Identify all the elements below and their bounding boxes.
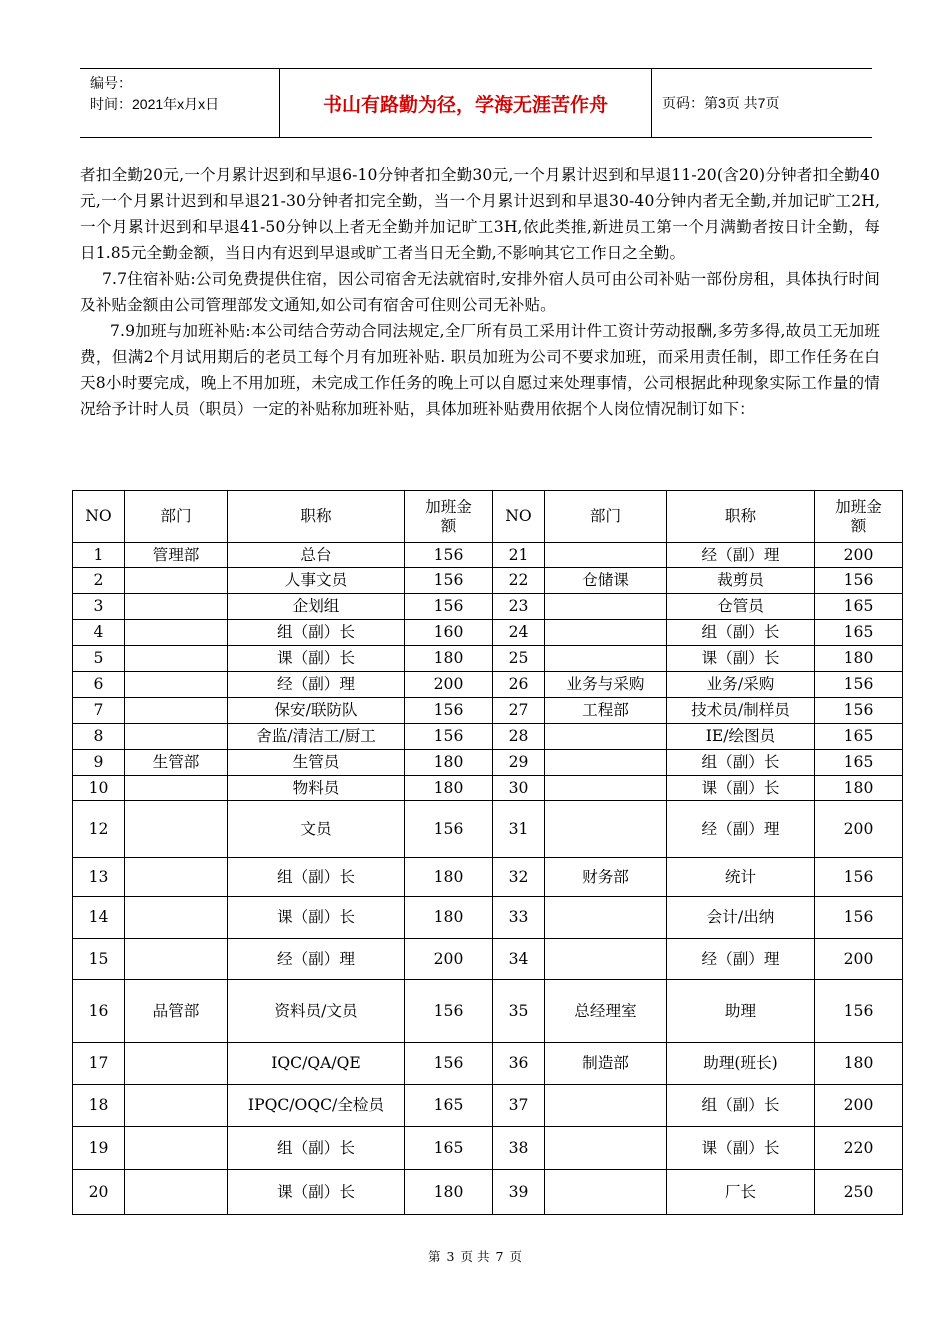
row-title-2: 课（副）长 <box>667 646 815 672</box>
row-no: 18 <box>73 1085 125 1127</box>
header-no-2: NO <box>493 491 545 543</box>
row-amount: 156 <box>405 543 493 568</box>
row-dept <box>125 698 228 724</box>
row-dept <box>125 646 228 672</box>
table-row <box>73 698 903 724</box>
row-title: IPQC/OQC/全检员 <box>228 1085 405 1127</box>
row-dept <box>125 594 228 620</box>
table-header-row <box>73 491 903 543</box>
row-amount: 156 <box>405 1043 493 1085</box>
table-row <box>73 801 903 858</box>
row-no: 14 <box>73 897 125 939</box>
row-dept-2: 财务部 <box>545 858 667 897</box>
row-title-2: 裁剪员 <box>667 568 815 594</box>
row-amount-2: 180 <box>815 776 903 801</box>
row-dept <box>125 1085 228 1127</box>
row-title: 经（副）理 <box>228 672 405 698</box>
row-amount-2: 200 <box>815 543 903 568</box>
row-title: 物料员 <box>228 776 405 801</box>
row-amount: 165 <box>405 1085 493 1127</box>
row-amount: 156 <box>405 594 493 620</box>
row-no: 8 <box>73 724 125 750</box>
row-dept: 生管部 <box>125 750 228 776</box>
table-row <box>73 776 903 801</box>
row-title-2: 经（副）理 <box>667 543 815 568</box>
table-row <box>73 939 903 980</box>
row-no-2: 39 <box>493 1170 545 1215</box>
row-title: 总台 <box>228 543 405 568</box>
row-dept <box>125 939 228 980</box>
row-title-2: IE/绘图员 <box>667 724 815 750</box>
row-title-2: 经（副）理 <box>667 801 815 858</box>
row-dept <box>125 858 228 897</box>
row-dept-2 <box>545 750 667 776</box>
row-title-2: 厂长 <box>667 1170 815 1215</box>
paragraph-housing: 7.7住宿补贴:公司免费提供住宿，因公司宿舍无法就宿时,安排外宿人员可由公司补贴一部份房租，具体执行时间及补贴金额由公司管理部发文通知,如公司有宿舍可住则公司无补贴。 <box>80 270 880 314</box>
row-dept <box>125 568 228 594</box>
footer-total: 7 <box>495 1249 504 1264</box>
header-dept: 部门 <box>125 491 228 543</box>
row-no-2: 30 <box>493 776 545 801</box>
row-title: 组（副）长 <box>228 1127 405 1170</box>
row-dept-2 <box>545 594 667 620</box>
row-title: IQC/QA/QE <box>228 1043 405 1085</box>
row-title: 资料员/文员 <box>228 980 405 1043</box>
row-title: 文员 <box>228 801 405 858</box>
row-amount: 165 <box>405 1127 493 1170</box>
header-page-info: 页码：第3页 共7页 <box>662 95 780 111</box>
row-no: 1 <box>73 543 125 568</box>
row-title: 保安/联防队 <box>228 698 405 724</box>
row-dept <box>125 1170 228 1215</box>
row-dept <box>125 776 228 801</box>
table-row <box>73 1127 903 1170</box>
table-row <box>73 1170 903 1215</box>
row-dept <box>125 897 228 939</box>
row-dept-2 <box>545 543 667 568</box>
row-title-2: 组（副）长 <box>667 620 815 646</box>
row-amount-2: 165 <box>815 750 903 776</box>
row-no: 10 <box>73 776 125 801</box>
row-title-2: 助理(班长) <box>667 1043 815 1085</box>
row-amount-2: 156 <box>815 568 903 594</box>
footer-prefix: 第 <box>428 1249 441 1264</box>
row-dept: 品管部 <box>125 980 228 1043</box>
row-title-2: 仓管员 <box>667 594 815 620</box>
row-amount-2: 156 <box>815 980 903 1043</box>
row-dept <box>125 801 228 858</box>
table-row <box>73 980 903 1043</box>
header-meta <box>80 69 280 137</box>
row-title: 企划组 <box>228 594 405 620</box>
table-row <box>73 620 903 646</box>
row-title: 课（副）长 <box>228 646 405 672</box>
row-amount: 200 <box>405 939 493 980</box>
page-header <box>80 68 872 138</box>
row-title: 组（副）长 <box>228 620 405 646</box>
header-no: NO <box>73 491 125 543</box>
row-title: 生管员 <box>228 750 405 776</box>
row-no: 17 <box>73 1043 125 1085</box>
row-dept: 管理部 <box>125 543 228 568</box>
row-title-2: 统计 <box>667 858 815 897</box>
row-dept-2 <box>545 939 667 980</box>
footer-page: 3 <box>446 1249 455 1264</box>
row-amount-2: 156 <box>815 672 903 698</box>
row-no-2: 24 <box>493 620 545 646</box>
header-amount: 加班金额 <box>405 491 493 543</box>
row-amount: 180 <box>405 897 493 939</box>
paragraph-overtime: 7.9加班与加班补贴:本公司结合劳动合同法规定,全厂所有员工采用计件工资计劳动报酬,多劳多得,故员工无加班费，但满2个月试用期后的老员工每个月有加班补贴. 职员加班为公司不要求加班，而采用责任制，即工作任务在白天8小时要完成，晚上不用加班，未完成工作任务的晚上可以自愿过来处理事情，公司根据此种现象实际工作量的情况给予计时人员（职员）一定的补贴称加班补贴，具体加班补贴费用依据个人岗位情况制订如下： <box>80 322 880 418</box>
row-dept <box>125 1127 228 1170</box>
row-no-2: 22 <box>493 568 545 594</box>
row-no: 15 <box>73 939 125 980</box>
row-title-2: 会计/出纳 <box>667 897 815 939</box>
number-label: 编号： <box>90 75 132 91</box>
row-no-2: 37 <box>493 1085 545 1127</box>
row-title: 人事文员 <box>228 568 405 594</box>
row-dept-2: 总经理室 <box>545 980 667 1043</box>
row-no: 4 <box>73 620 125 646</box>
row-dept-2 <box>545 897 667 939</box>
row-amount-2: 200 <box>815 939 903 980</box>
row-dept-2 <box>545 1127 667 1170</box>
row-no-2: 28 <box>493 724 545 750</box>
row-amount-2: 156 <box>815 698 903 724</box>
row-dept <box>125 1043 228 1085</box>
row-amount: 180 <box>405 858 493 897</box>
row-amount: 156 <box>405 698 493 724</box>
row-title-2: 经（副）理 <box>667 939 815 980</box>
table-row <box>73 594 903 620</box>
row-dept-2 <box>545 620 667 646</box>
table-row <box>73 750 903 776</box>
row-no-2: 33 <box>493 897 545 939</box>
row-no-2: 25 <box>493 646 545 672</box>
row-dept <box>125 724 228 750</box>
row-no-2: 35 <box>493 980 545 1043</box>
row-amount: 156 <box>405 980 493 1043</box>
row-no: 19 <box>73 1127 125 1170</box>
row-amount-2: 156 <box>815 858 903 897</box>
row-amount-2: 180 <box>815 1043 903 1085</box>
row-title: 组（副）长 <box>228 858 405 897</box>
row-dept-2: 制造部 <box>545 1043 667 1085</box>
row-dept-2 <box>545 1085 667 1127</box>
row-no-2: 36 <box>493 1043 545 1085</box>
row-title-2: 课（副）长 <box>667 776 815 801</box>
row-amount: 160 <box>405 620 493 646</box>
row-amount-2: 200 <box>815 1085 903 1127</box>
row-amount-2: 156 <box>815 897 903 939</box>
row-no-2: 23 <box>493 594 545 620</box>
row-amount-2: 165 <box>815 594 903 620</box>
header-amount-2: 加班金额 <box>815 491 903 543</box>
footer-mid: 页 共 <box>460 1249 490 1264</box>
header-motto: 书山有路勤为径，学海无涯苦作舟 <box>280 69 652 137</box>
row-amount: 180 <box>405 750 493 776</box>
table-row <box>73 568 903 594</box>
row-amount-2: 165 <box>815 620 903 646</box>
row-no: 7 <box>73 698 125 724</box>
table-row <box>73 897 903 939</box>
table-row <box>73 1085 903 1127</box>
row-title-2: 助理 <box>667 980 815 1043</box>
row-dept-2 <box>545 801 667 858</box>
header-title: 职称 <box>228 491 405 543</box>
table-body <box>73 543 903 1215</box>
row-title-2: 技术员/制样员 <box>667 698 815 724</box>
header-title-2: 职称 <box>667 491 815 543</box>
row-dept-2 <box>545 724 667 750</box>
page-footer <box>0 1247 950 1265</box>
row-no-2: 32 <box>493 858 545 897</box>
row-dept-2: 业务与采购 <box>545 672 667 698</box>
row-no-2: 26 <box>493 672 545 698</box>
table-row <box>73 646 903 672</box>
row-amount: 180 <box>405 1170 493 1215</box>
row-title: 课（副）长 <box>228 897 405 939</box>
row-amount: 156 <box>405 801 493 858</box>
row-no-2: 34 <box>493 939 545 980</box>
row-no-2: 31 <box>493 801 545 858</box>
row-no: 16 <box>73 980 125 1043</box>
footer-suffix: 页 <box>509 1249 522 1264</box>
row-amount: 180 <box>405 646 493 672</box>
table-row <box>73 1043 903 1085</box>
row-amount: 200 <box>405 672 493 698</box>
time-label: 时间：2021年x月x日 <box>90 96 220 112</box>
row-title-2: 组（副）长 <box>667 750 815 776</box>
body-text <box>80 162 880 422</box>
paragraph-attendance: 者扣全勤20元,一个月累计迟到和早退6-10分钟者扣全勤30元,一个月累计迟到和早退11-20(含20)分钟者扣全勤40元,一个月累计迟到和早退21-30分钟者扣完全勤，当一个月累计迟到和早退30-40分钟内者无全勤,并加记旷工2H,一个月累计迟到和早退41-50分钟以上者无全勤并加记旷工3H,依此类推,新进员工第一个月满勤者按日计全勤，每日1.85元全勤金额，当日内有迟到早退或旷工者当日无全勤,不影响其它工作日之全勤。 <box>80 166 880 262</box>
row-dept-2 <box>545 1170 667 1215</box>
row-no-2: 21 <box>493 543 545 568</box>
row-title: 舍监/清洁工/厨工 <box>228 724 405 750</box>
row-title: 经（副）理 <box>228 939 405 980</box>
row-amount: 180 <box>405 776 493 801</box>
row-amount: 156 <box>405 724 493 750</box>
row-title-2: 业务/采购 <box>667 672 815 698</box>
row-no: 5 <box>73 646 125 672</box>
table-row <box>73 724 903 750</box>
row-no-2: 27 <box>493 698 545 724</box>
row-no: 2 <box>73 568 125 594</box>
row-no-2: 29 <box>493 750 545 776</box>
row-amount-2: 165 <box>815 724 903 750</box>
row-no: 12 <box>73 801 125 858</box>
row-title: 课（副）长 <box>228 1170 405 1215</box>
row-dept <box>125 672 228 698</box>
table-row <box>73 543 903 568</box>
row-dept-2: 工程部 <box>545 698 667 724</box>
overtime-table <box>72 490 903 1215</box>
row-dept-2 <box>545 776 667 801</box>
row-dept-2 <box>545 646 667 672</box>
table-row <box>73 858 903 897</box>
row-no-2: 38 <box>493 1127 545 1170</box>
row-no: 20 <box>73 1170 125 1215</box>
row-dept-2: 仓储课 <box>545 568 667 594</box>
row-amount-2: 250 <box>815 1170 903 1215</box>
row-no: 13 <box>73 858 125 897</box>
row-title-2: 组（副）长 <box>667 1085 815 1127</box>
row-title-2: 课（副）长 <box>667 1127 815 1170</box>
row-amount-2: 180 <box>815 646 903 672</box>
row-no: 9 <box>73 750 125 776</box>
table-row <box>73 672 903 698</box>
row-dept <box>125 620 228 646</box>
header-dept-2: 部门 <box>545 491 667 543</box>
row-no: 3 <box>73 594 125 620</box>
row-amount-2: 200 <box>815 801 903 858</box>
row-amount-2: 220 <box>815 1127 903 1170</box>
row-amount: 156 <box>405 568 493 594</box>
row-no: 6 <box>73 672 125 698</box>
